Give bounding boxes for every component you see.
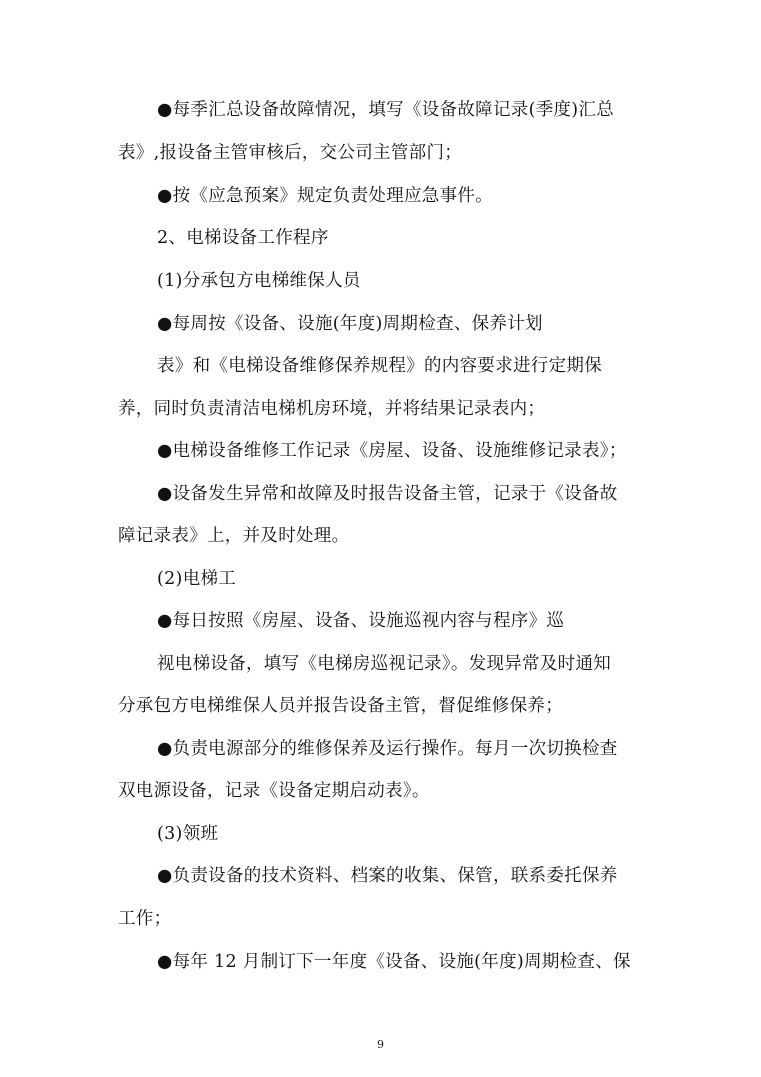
page-number: 9 [377,1038,384,1051]
section-heading: 2、电梯设备工作程序 [157,228,329,248]
subsection-heading-3: (3)领班 [157,824,219,844]
text-line-2: 表》,报设备主管审核后，交公司主管部门； [118,143,463,163]
text-line-16: ●负责电源部分的维修保养及运行操作。每月一次切换检查 [157,739,618,759]
text-line-14: 视电梯设备，填写《电梯房巡视记录》。发现异常及时通知 [157,654,612,674]
text-line-6: ●每周按《设备、设施(年度)周期检查、保养计划 [157,314,543,334]
text-line-10: ●设备发生异常和故障及时报告设备主管，记录于《设备故 [157,484,618,504]
text-line-9: ●电梯设备维修工作记录《房屋、设备、设施维修记录表》； [157,441,627,461]
text-line-17: 双电源设备，记录《设备定期启动表》。 [118,781,430,801]
text-line-13: ●每日按照《房屋、设备、设施巡视内容与程序》巡 [157,611,565,631]
text-line-8: 养，同时负责清洁电梯机房环境，并将结果记录表内； [118,399,546,419]
text-line-15: 分承包方电梯维保人员并报告设备主管，督促维修保养； [118,696,563,716]
text-line-11: 障记录表》上，并及时处理。 [118,526,350,546]
subsection-heading-2: (2)电梯工 [157,569,237,589]
text-line-7: 表》和《电梯设备维修保养规程》的内容要求进行定期保 [157,356,602,376]
text-line-20: 工作； [118,909,172,929]
text-line-3: ●按《应急预案》规定负责处理应急事件。 [157,186,493,206]
subsection-heading-1: (1)分承包方电梯维保人员 [157,271,361,291]
text-line-1: ●每季汇总设备故障情况，填写《设备故障记录(季度)汇总 [157,100,615,120]
text-line-21: ●每年 12 月制订下一年度《设备、设施(年度)周期检查、保 [157,952,631,972]
text-line-19: ●负责设备的技术资料、档案的收集、保管，联系委托保养 [157,866,618,886]
